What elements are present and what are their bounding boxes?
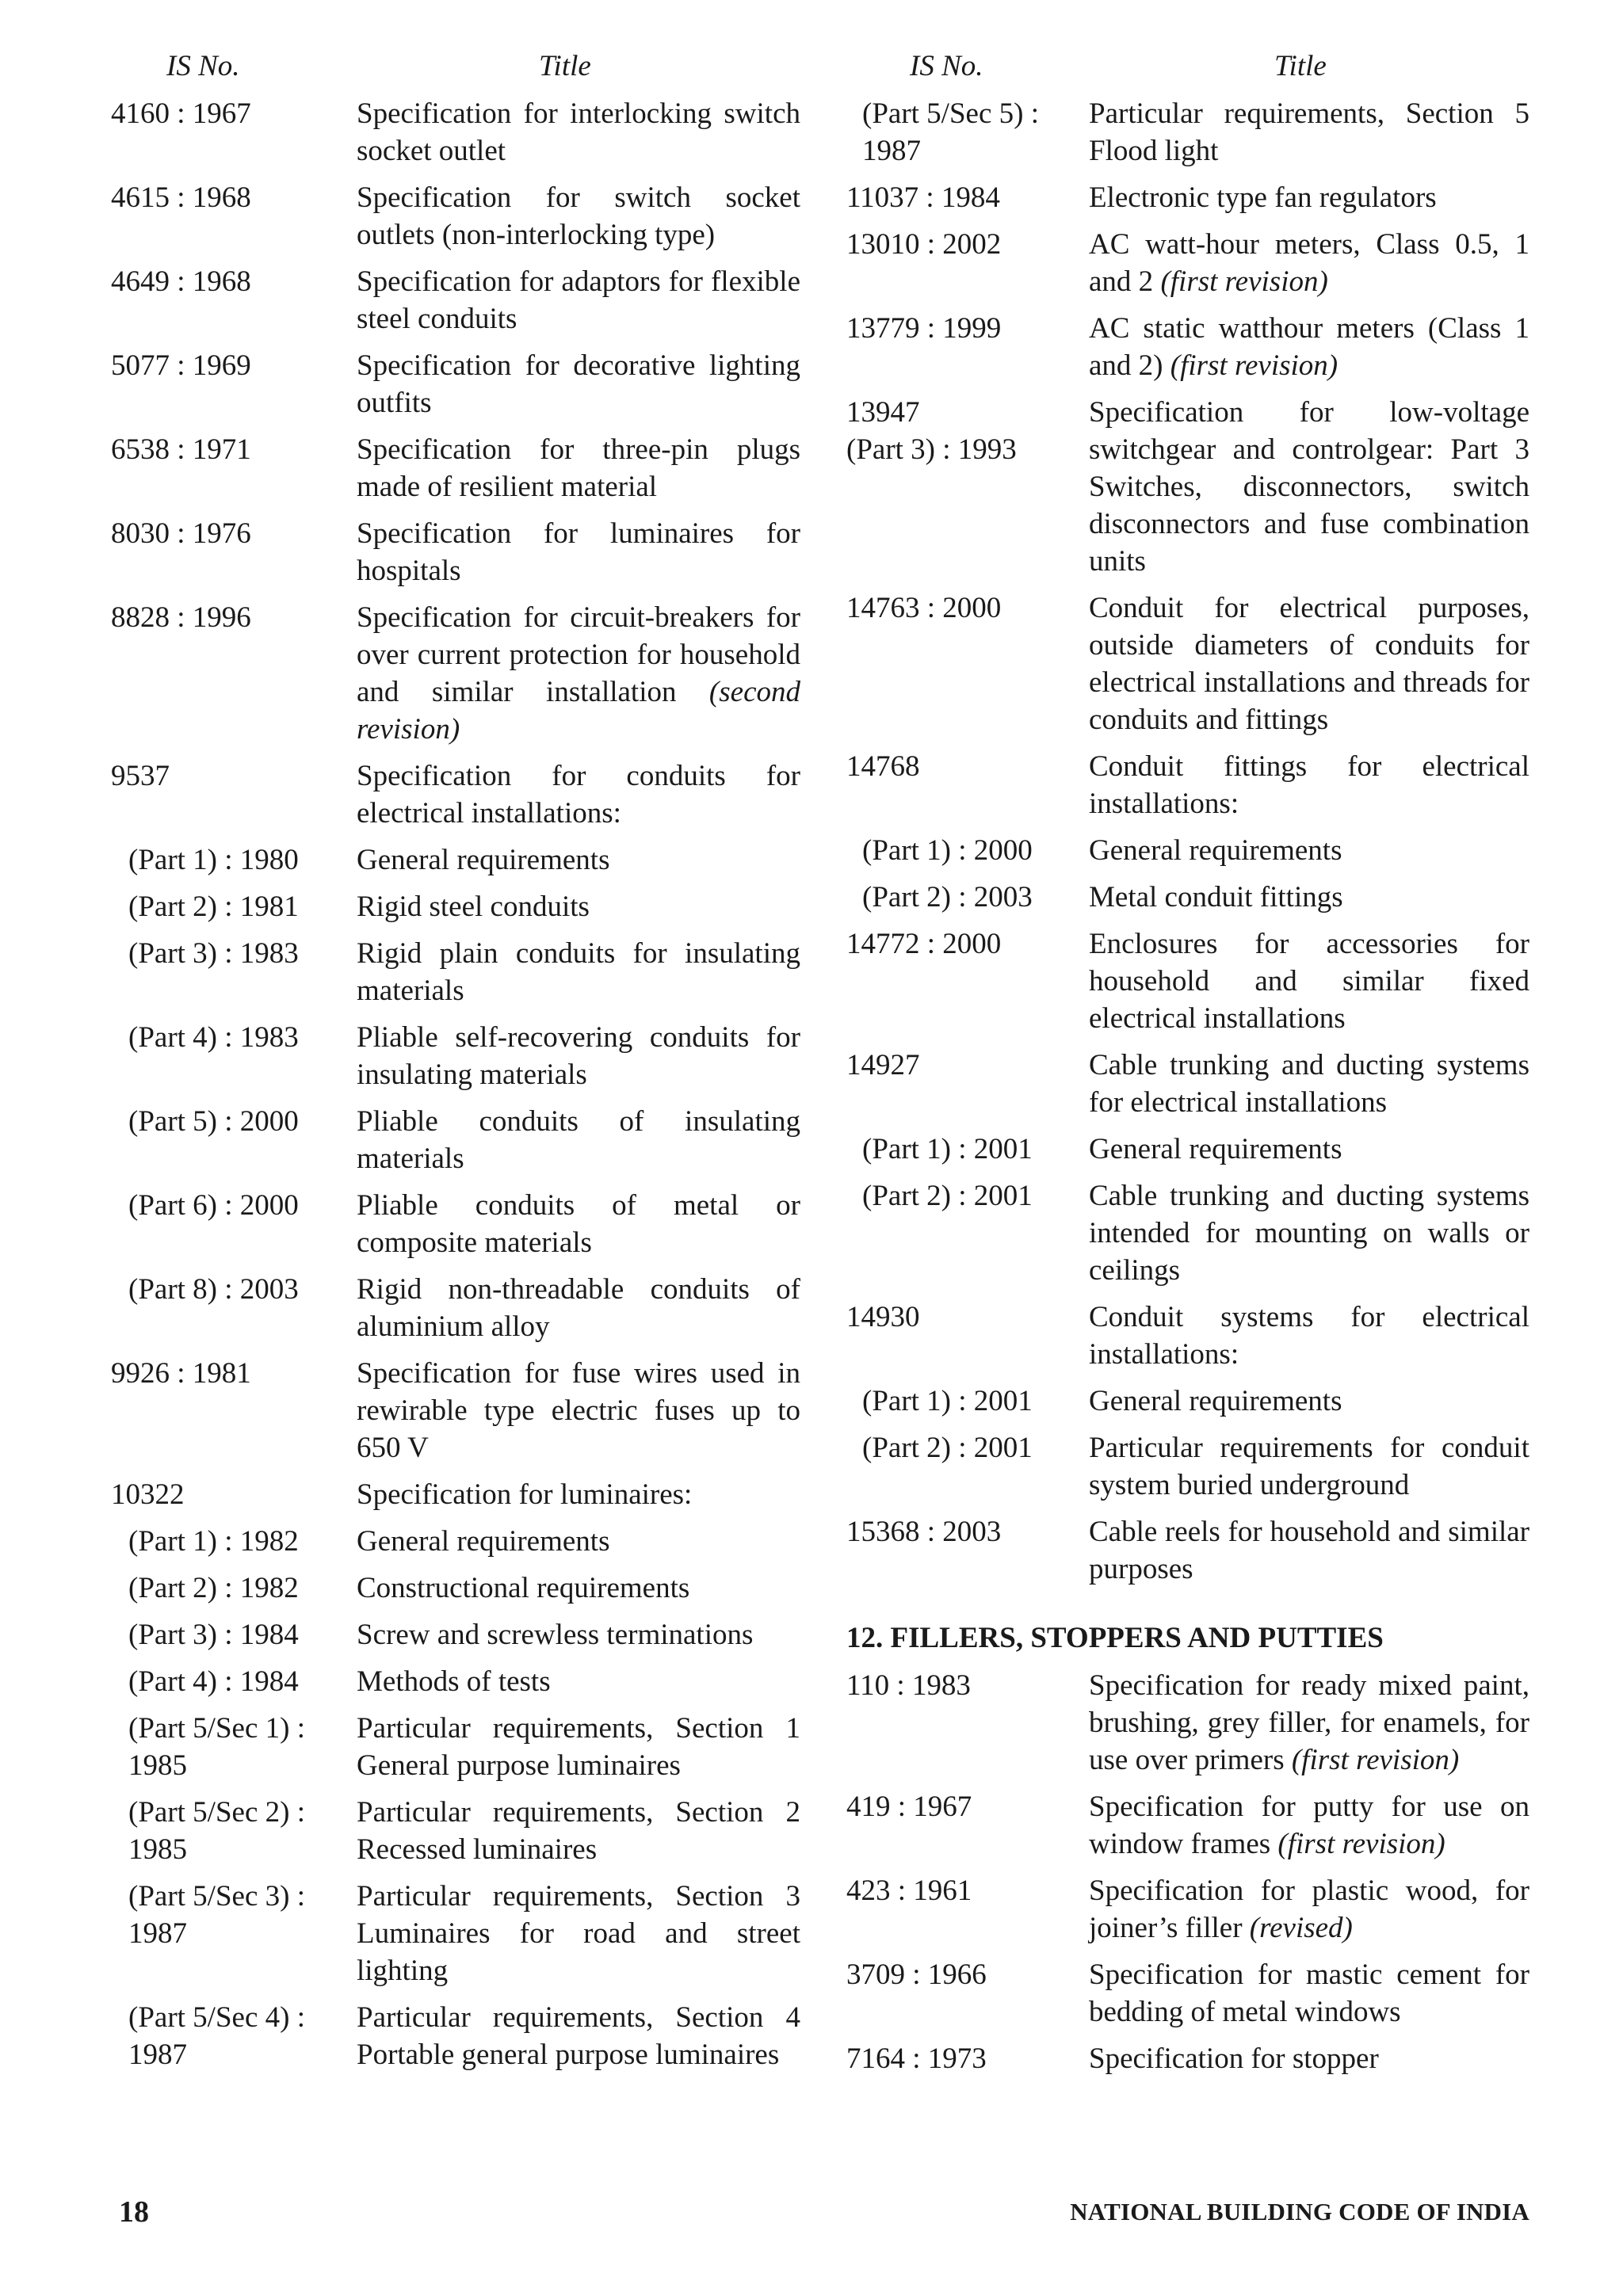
- title-text: General requirements: [357, 1525, 610, 1558]
- title-text: Pliable conduits of metal or composite materials: [357, 1189, 800, 1259]
- title-text: Specification for luminaires:: [357, 1478, 693, 1511]
- revision-note: (second revision): [357, 676, 800, 746]
- title-header: Title: [1274, 50, 1327, 82]
- is-number: (Part 8) : 2003: [128, 1273, 299, 1306]
- standard-title: [357, 1878, 800, 1989]
- is-number: (Part 2) : 2001: [862, 1432, 1033, 1464]
- standard-title: [1089, 226, 1529, 300]
- standard-title: [1089, 95, 1529, 170]
- is-number: (Part 2) : 2003: [862, 881, 1033, 913]
- is-number: (Part 1) : 2001: [862, 1385, 1033, 1417]
- revision-note: (first revision): [1291, 1744, 1460, 1776]
- footer-code-name: NATIONAL BUILDING CODE OF INDIA: [1070, 2198, 1529, 2225]
- standard-entry: [846, 1429, 1529, 1504]
- standard-title: [1089, 1667, 1529, 1779]
- is-number: (Part 1) : 2000: [862, 834, 1033, 867]
- is-number: 4649 : 1968: [111, 265, 251, 298]
- standard-entry: [846, 589, 1529, 738]
- standard-entry: [846, 1667, 1529, 1779]
- standard-title: [357, 263, 800, 338]
- standard-entry: [111, 757, 800, 832]
- left-column: [111, 48, 800, 2073]
- is-number: 7164 : 1973: [846, 2042, 987, 2075]
- is-number: 13010 : 2002: [846, 228, 1002, 261]
- title-text: Cable trunking and ducting systems for electrical installations: [1089, 1049, 1529, 1119]
- is-number: (Part 5/Sec 3) : 1987: [128, 1880, 305, 1950]
- right-entry-list: [846, 95, 1529, 1588]
- is-number: (Part 5/Sec 1) : 1985: [128, 1712, 305, 1782]
- section-heading: 12. FILLERS, STOPPERS AND PUTTIES: [846, 1622, 1384, 1654]
- standard-title: [1089, 1383, 1529, 1420]
- title-text: Rigid non-threadable conduits of aluminium alloy: [357, 1273, 800, 1343]
- standard-entry: [846, 879, 1529, 916]
- standard-title: [357, 1523, 800, 1560]
- right-column: [846, 48, 1529, 2077]
- standard-title: [357, 1710, 800, 1784]
- title-text: General requirements: [1089, 1385, 1342, 1417]
- standard-title: [357, 1999, 800, 2073]
- standard-entry: [846, 1956, 1529, 2031]
- standard-title: [1089, 1956, 1529, 2031]
- standard-title: [1089, 1788, 1529, 1863]
- revision-note: (first revision): [1160, 265, 1328, 298]
- standard-entry: [846, 394, 1529, 580]
- title-text: General requirements: [1089, 1133, 1342, 1165]
- standard-title: [1089, 2040, 1529, 2077]
- title-text: Pliable conduits of insulating materials: [357, 1105, 800, 1175]
- standard-title: [357, 95, 800, 170]
- standard-entry: [111, 1523, 800, 1560]
- is-number: 8030 : 1976: [111, 517, 251, 550]
- standard-entry: [846, 95, 1529, 170]
- standard-title: [357, 1616, 800, 1653]
- revision-note: (revised): [1249, 1912, 1353, 1944]
- standard-entry: [111, 347, 800, 421]
- title-text: Specification for three-pin plugs made of resilient material: [357, 433, 800, 503]
- standard-entry: [846, 310, 1529, 384]
- standard-entry: [111, 431, 800, 505]
- is-number: 11037 : 1984: [846, 181, 1000, 214]
- standard-title: [1089, 394, 1529, 580]
- is-number: 3709 : 1966: [846, 1958, 987, 1991]
- title-text: Specification for mastic cement for bedding of metal windows: [1089, 1958, 1529, 2028]
- standard-entry: [846, 2040, 1529, 2077]
- title-text: Electronic type fan regulators: [1089, 181, 1437, 214]
- is-number: (Part 5/Sec 5) : 1987: [862, 97, 1039, 167]
- is-number: 8828 : 1996: [111, 601, 251, 634]
- right-column-header: [846, 48, 1529, 86]
- standard-entry: [111, 95, 800, 170]
- title-text: General requirements: [1089, 834, 1342, 867]
- title-text: Metal conduit fittings: [1089, 881, 1343, 913]
- title-text: Conduit for electrical purposes, outside diameters of conduits for electrical installations and threads for conduits and fittings: [1089, 592, 1529, 736]
- is-number: 4615 : 1968: [111, 181, 251, 214]
- title-text: Specification for adaptors for flexible steel conduits: [357, 265, 800, 335]
- standard-entry: [111, 1476, 800, 1513]
- title-text: Specification for plastic wood, for joiner’s filler: [1089, 1875, 1529, 1944]
- title-text: Specification for luminaires for hospitals: [357, 517, 800, 587]
- standard-title: [357, 935, 800, 1009]
- standard-entry: [111, 1999, 800, 2073]
- title-text: Pliable self-recovering conduits for insulating materials: [357, 1021, 800, 1091]
- is-number: (Part 1) : 1980: [128, 844, 299, 876]
- standard-entry: [111, 1103, 800, 1177]
- page-number: 18: [119, 2195, 149, 2229]
- title-text: Enclosures for accessories for household and similar fixed electrical installations: [1089, 928, 1529, 1035]
- is-number: 9926 : 1981: [111, 1357, 251, 1390]
- standard-title: [1089, 748, 1529, 822]
- standard-entry: [111, 263, 800, 338]
- title-text: Constructional requirements: [357, 1572, 690, 1604]
- title-text: Screw and screwless terminations: [357, 1619, 754, 1651]
- standard-title: [1089, 179, 1529, 216]
- standard-title: [357, 888, 800, 925]
- standard-title: [357, 515, 800, 589]
- standard-entry: [111, 1616, 800, 1653]
- standard-entry: [846, 748, 1529, 822]
- standard-title: [1089, 1047, 1529, 1121]
- standard-title: [357, 841, 800, 879]
- title-text: Particular requirements, Section 4 Portable general purpose luminaires: [357, 2001, 800, 2071]
- title-text: Specification for switch socket outlets (non-interlocking type): [357, 181, 800, 251]
- standard-title: [357, 1187, 800, 1261]
- standard-entry: [111, 179, 800, 254]
- title-text: Specification for interlocking switch socket outlet: [357, 97, 800, 167]
- title-text: Cable trunking and ducting systems intended for mounting on walls or ceilings: [1089, 1180, 1529, 1287]
- is-number: 423 : 1961: [846, 1875, 972, 1907]
- is-number: (Part 2) : 1981: [128, 891, 299, 923]
- is-number: 10322: [111, 1478, 185, 1511]
- title-text: Specification for low-voltage switchgear and controlgear: Part 3 Switches, disconnectors, switch disconnectors and fuse combination units: [1089, 396, 1529, 578]
- title-text: AC watt-hour meters, Class 0.5, 1 and 2: [1089, 228, 1529, 298]
- standard-title: [357, 1476, 800, 1513]
- is-number: (Part 5) : 2000: [128, 1105, 299, 1138]
- standard-entry: [846, 179, 1529, 216]
- section-12-entry-list: [846, 1667, 1529, 2077]
- standard-title: [1089, 1872, 1529, 1947]
- title-text: Conduit systems for electrical installations:: [1089, 1301, 1529, 1371]
- title-text: Particular requirements, Section 5 Flood light: [1089, 97, 1529, 167]
- standard-entry: [111, 935, 800, 1009]
- is-number: (Part 5/Sec 4) : 1987: [128, 2001, 305, 2071]
- left-entry-list: [111, 95, 800, 2073]
- title-header: Title: [539, 50, 591, 82]
- title-text: Specification for putty for use on window frames: [1089, 1791, 1529, 1860]
- standard-title: [1089, 1299, 1529, 1373]
- is-number: 14927: [846, 1049, 920, 1081]
- standard-title: [1089, 925, 1529, 1037]
- standard-entry: [111, 515, 800, 589]
- standard-title: [357, 347, 800, 421]
- standard-title: [1089, 1177, 1529, 1289]
- is-number: 13947 (Part 3) : 1993: [846, 396, 1017, 466]
- revision-note: (first revision): [1170, 349, 1338, 382]
- standard-entry: [846, 1513, 1529, 1588]
- standard-title: [357, 1569, 800, 1607]
- standard-entry: [846, 1047, 1529, 1121]
- standard-entry: [111, 1663, 800, 1700]
- title-text: Specification for circuit-breakers for over current protection for household and similar installation: [357, 601, 800, 708]
- standard-entry: [111, 599, 800, 748]
- standard-title: [1089, 1131, 1529, 1168]
- is-no-header: IS No.: [910, 50, 983, 82]
- is-number: (Part 1) : 2001: [862, 1133, 1033, 1165]
- is-number: (Part 4) : 1984: [128, 1665, 299, 1698]
- is-number: (Part 4) : 1983: [128, 1021, 299, 1054]
- standard-entry: [111, 1271, 800, 1345]
- standard-title: [1089, 879, 1529, 916]
- standard-entry: [846, 1383, 1529, 1420]
- standard-title: [357, 599, 800, 748]
- title-text: Particular requirements, Section 3 Luminaires for road and street lighting: [357, 1880, 800, 1987]
- standard-entry: [846, 832, 1529, 869]
- title-text: Methods of tests: [357, 1665, 551, 1698]
- standard-entry: [846, 1177, 1529, 1289]
- standard-title: [1089, 1429, 1529, 1504]
- title-text: Particular requirements for conduit system buried underground: [1089, 1432, 1529, 1501]
- title-text: Rigid steel conduits: [357, 891, 590, 923]
- standard-entry: [846, 1131, 1529, 1168]
- is-number: (Part 2) : 2001: [862, 1180, 1033, 1212]
- is-number: (Part 5/Sec 2) : 1985: [128, 1796, 305, 1866]
- is-number: 110 : 1983: [846, 1669, 971, 1702]
- standard-title: [1089, 832, 1529, 869]
- is-number: (Part 3) : 1983: [128, 937, 299, 970]
- standard-entry: [111, 841, 800, 879]
- left-column-header: [111, 48, 800, 86]
- title-text: Conduit fittings for electrical installations:: [1089, 750, 1529, 820]
- title-text: AC static watthour meters (Class 1 and 2): [1089, 312, 1529, 382]
- is-number: (Part 6) : 2000: [128, 1189, 299, 1222]
- standard-title: [357, 1355, 800, 1466]
- is-number: 14763 : 2000: [846, 592, 1002, 624]
- standard-entry: [111, 1569, 800, 1607]
- title-text: Specification for decorative lighting outfits: [357, 349, 800, 419]
- is-no-header: IS No.: [166, 50, 240, 82]
- standard-title: [357, 1103, 800, 1177]
- title-text: General requirements: [357, 844, 610, 876]
- standard-title: [1089, 310, 1529, 384]
- is-number: (Part 3) : 1984: [128, 1619, 299, 1651]
- standard-entry: [111, 1710, 800, 1784]
- is-number: 6538 : 1971: [111, 433, 251, 466]
- standard-entry: [846, 1872, 1529, 1947]
- standard-title: [357, 1271, 800, 1345]
- standard-entry: [846, 226, 1529, 300]
- standard-entry: [111, 1019, 800, 1093]
- is-number: (Part 2) : 1982: [128, 1572, 299, 1604]
- is-number: 14772 : 2000: [846, 928, 1002, 960]
- title-text: Rigid plain conduits for insulating materials: [357, 937, 800, 1007]
- title-text: Specification for stopper: [1089, 2042, 1379, 2075]
- title-text: Specification for conduits for electrical installations:: [357, 760, 800, 830]
- title-text: Particular requirements, Section 2 Recessed luminaires: [357, 1796, 800, 1866]
- standard-title: [357, 1663, 800, 1700]
- is-number: 14768: [846, 750, 920, 783]
- is-number: 14930: [846, 1301, 920, 1333]
- is-number: 13779 : 1999: [846, 312, 1002, 345]
- standard-title: [357, 1794, 800, 1868]
- standard-entry: [846, 1299, 1529, 1373]
- is-number: 9537: [111, 760, 170, 792]
- is-number: 419 : 1967: [846, 1791, 972, 1823]
- standard-entry: [111, 1355, 800, 1466]
- revision-note: (first revision): [1277, 1828, 1445, 1860]
- standard-entry: [846, 925, 1529, 1037]
- is-number: 5077 : 1969: [111, 349, 251, 382]
- is-number: 4160 : 1967: [111, 97, 251, 130]
- standard-title: [1089, 1513, 1529, 1588]
- title-text: Particular requirements, Section 1 General purpose luminaires: [357, 1712, 800, 1782]
- standard-title: [357, 179, 800, 254]
- standard-entry: [846, 1788, 1529, 1863]
- standard-entry: [111, 888, 800, 925]
- is-number: (Part 1) : 1982: [128, 1525, 299, 1558]
- title-text: Specification for ready mixed paint, brushing, grey filler, for enamels, for use over primers: [1089, 1669, 1529, 1776]
- standard-title: [357, 1019, 800, 1093]
- standard-entry: [111, 1794, 800, 1868]
- title-text: Specification for fuse wires used in rewirable type electric fuses up to 650 V: [357, 1357, 800, 1464]
- standard-title: [1089, 589, 1529, 738]
- standard-title: [357, 431, 800, 505]
- standard-entry: [111, 1878, 800, 1989]
- standard-title: [357, 757, 800, 832]
- is-number: 15368 : 2003: [846, 1516, 1002, 1548]
- title-text: Cable reels for household and similar purposes: [1089, 1516, 1529, 1585]
- standard-entry: [111, 1187, 800, 1261]
